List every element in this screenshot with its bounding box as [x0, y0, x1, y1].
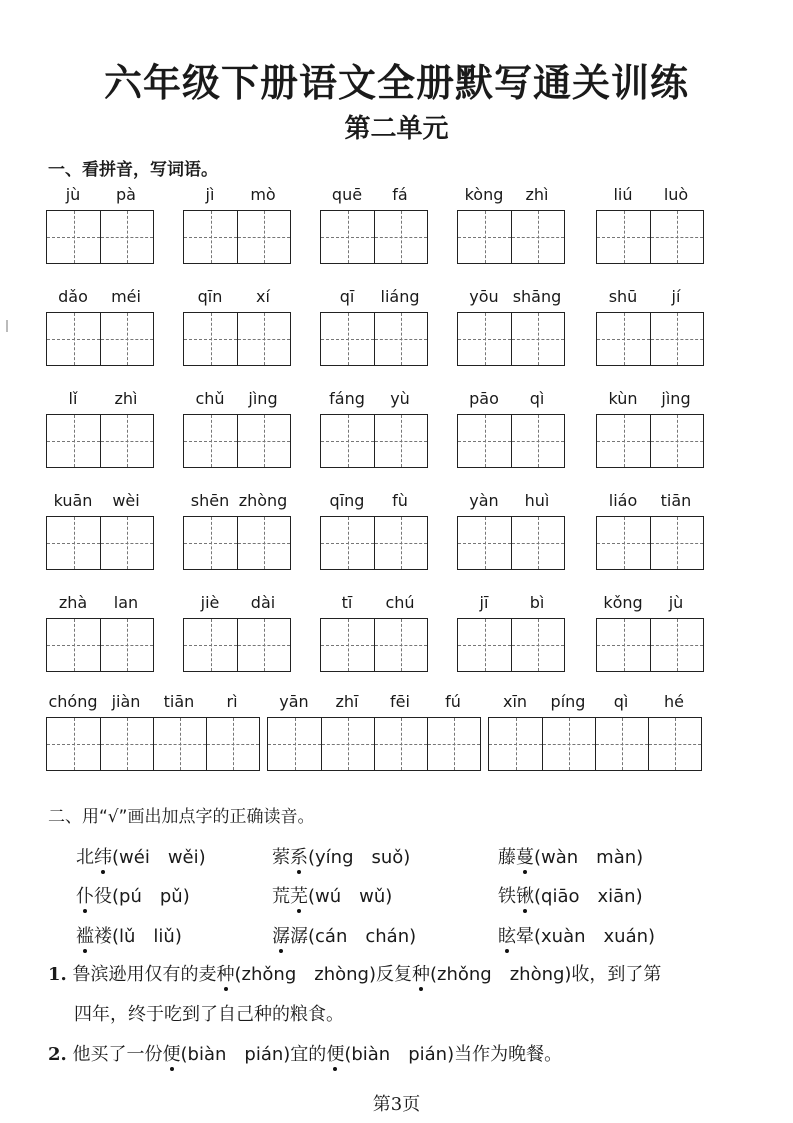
pinyin-label: pà — [116, 185, 136, 204]
pinyin-label: jìng — [661, 389, 691, 408]
writing-box[interactable] — [457, 312, 565, 366]
tianzige-cell[interactable] — [458, 619, 511, 671]
tianzige-cell[interactable] — [511, 517, 564, 569]
writing-box[interactable] — [267, 717, 481, 771]
reading-options[interactable]: (wéi wěi) — [112, 847, 206, 868]
pinyin-label: jiàn — [111, 692, 141, 711]
writing-box[interactable] — [183, 210, 291, 264]
pinyin-label: méi — [111, 287, 141, 306]
tianzige-cell[interactable] — [206, 718, 259, 770]
dotted-char: 褴 — [76, 926, 94, 947]
pinyin-label: zhī — [335, 692, 359, 711]
tianzige-cell[interactable] — [511, 211, 564, 263]
writing-box[interactable] — [183, 414, 291, 468]
tianzige-cell[interactable] — [374, 517, 427, 569]
tianzige-cell[interactable] — [458, 517, 511, 569]
tianzige-cell[interactable] — [268, 718, 321, 770]
tianzige-cell[interactable] — [47, 718, 100, 770]
word-prefix: 藤 — [498, 847, 516, 868]
reading-options[interactable]: (yíng suǒ) — [308, 847, 411, 868]
choice-item[interactable] — [498, 922, 655, 948]
pinyin-label: rì — [226, 692, 238, 711]
pinyin-label: tiān — [660, 491, 692, 510]
dotted-char: 眩 — [498, 926, 516, 947]
sentence-text[interactable]: (biàn pián)当作为晚餐。 — [344, 1044, 563, 1065]
pinyin-label: hé — [664, 692, 684, 711]
tianzige-cell[interactable] — [650, 211, 703, 263]
pinyin-label: jù — [65, 185, 81, 204]
dotted-char: 种 — [411, 964, 430, 985]
pinyin-label: yān — [279, 692, 309, 711]
pinyin-label: yōu — [469, 287, 499, 306]
tianzige-cell[interactable] — [321, 313, 374, 365]
pinyin-label: yù — [390, 389, 410, 408]
reading-options[interactable]: (wú wǔ) — [308, 886, 393, 907]
dotted-char: 便 — [162, 1044, 181, 1065]
tianzige-cell[interactable] — [374, 718, 427, 770]
pinyin-label: jì — [205, 185, 215, 204]
choice-item[interactable] — [498, 843, 643, 869]
writing-box[interactable] — [46, 717, 260, 771]
dotted-char: 纬 — [94, 847, 112, 868]
pinyin-label: mò — [250, 185, 276, 204]
writing-box[interactable] — [596, 414, 704, 468]
tianzige-cell[interactable] — [184, 415, 237, 467]
pinyin-label: dài — [250, 593, 276, 612]
pinyin-label: kuān — [53, 491, 93, 510]
tianzige-cell[interactable] — [321, 619, 374, 671]
pinyin-label: lǐ — [68, 389, 78, 408]
sentence-text[interactable]: (biàn pián)宜的 — [180, 1044, 327, 1065]
unit-subtitle: 第二单元 — [344, 114, 449, 144]
tianzige-cell[interactable] — [237, 619, 290, 671]
pinyin-label: fáng — [329, 389, 365, 408]
tianzige-cell[interactable] — [47, 211, 100, 263]
tianzige-cell[interactable] — [184, 211, 237, 263]
pinyin-label: chóng — [48, 692, 98, 711]
sentence-text: 他买了一份 — [72, 1044, 163, 1065]
page-number: 第3页 — [372, 1094, 421, 1115]
tianzige-cell[interactable] — [648, 718, 701, 770]
tianzige-cell[interactable] — [597, 517, 650, 569]
tianzige-cell[interactable] — [100, 415, 153, 467]
pinyin-label: wèi — [112, 491, 140, 510]
tianzige-cell[interactable] — [47, 415, 100, 467]
pinyin-label: pāo — [469, 389, 499, 408]
pinyin-label: kùn — [608, 389, 638, 408]
tianzige-cell[interactable] — [597, 415, 650, 467]
writing-box[interactable] — [183, 516, 291, 570]
pinyin-label: zhì — [525, 185, 549, 204]
writing-box[interactable] — [596, 516, 704, 570]
writing-box[interactable] — [457, 414, 565, 468]
writing-box[interactable] — [320, 312, 428, 366]
writing-box[interactable] — [46, 414, 154, 468]
tianzige-cell[interactable] — [100, 211, 153, 263]
tianzige-cell[interactable] — [427, 718, 480, 770]
reading-options[interactable]: (qiāo xiān) — [534, 886, 643, 907]
sentence-text[interactable]: (zhǒng zhòng)收，到了第 — [429, 964, 662, 985]
pinyin-label: tī — [341, 593, 353, 612]
pinyin-label: dǎo — [58, 287, 88, 306]
tianzige-cell[interactable] — [374, 415, 427, 467]
pinyin-label: xí — [256, 287, 270, 306]
pinyin-label: tiān — [163, 692, 195, 711]
dotted-char: 系 — [290, 847, 308, 868]
tianzige-cell[interactable] — [458, 313, 511, 365]
tianzige-cell[interactable] — [511, 313, 564, 365]
choice-item[interactable] — [76, 882, 190, 908]
pinyin-label: bì — [529, 593, 545, 612]
tianzige-cell[interactable] — [595, 718, 648, 770]
pinyin-label: fá — [392, 185, 408, 204]
word-prefix: 北 — [76, 847, 94, 868]
tianzige-cell[interactable] — [100, 619, 153, 671]
section1-heading: 一、看拼音，写词语。 — [48, 160, 218, 180]
pinyin-label: shāng — [512, 287, 562, 306]
pinyin-label: lan — [113, 593, 139, 612]
tianzige-cell[interactable] — [184, 517, 237, 569]
tianzige-cell[interactable] — [511, 619, 564, 671]
pinyin-label: chú — [385, 593, 415, 612]
tianzige-cell[interactable] — [650, 313, 703, 365]
tianzige-cell[interactable] — [374, 619, 427, 671]
writing-box[interactable] — [457, 618, 565, 672]
pinyin-label: huì — [524, 491, 550, 510]
writing-box[interactable] — [320, 516, 428, 570]
pinyin-label: fú — [445, 692, 461, 711]
tianzige-cell[interactable] — [47, 517, 100, 569]
pinyin-label: shēn — [190, 491, 230, 510]
tianzige-cell[interactable] — [100, 517, 153, 569]
reading-options[interactable]: 褛(lǔ liǔ) — [94, 926, 182, 947]
writing-box[interactable] — [596, 312, 704, 366]
dotted-char: 仆 — [76, 886, 94, 907]
pinyin-label: liáo — [608, 491, 638, 510]
pinyin-label: jiè — [200, 593, 220, 612]
writing-box[interactable] — [320, 618, 428, 672]
pinyin-label: qīng — [329, 491, 365, 510]
writing-box[interactable] — [320, 210, 428, 264]
pinyin-label: quē — [331, 185, 363, 204]
tianzige-cell[interactable] — [511, 415, 564, 467]
tianzige-cell[interactable] — [374, 313, 427, 365]
writing-box[interactable] — [183, 312, 291, 366]
writing-box[interactable] — [183, 618, 291, 672]
dotted-char: 锹 — [516, 886, 534, 907]
tianzige-cell[interactable] — [237, 415, 290, 467]
tianzige-cell[interactable] — [650, 415, 703, 467]
tianzige-cell[interactable] — [237, 211, 290, 263]
section2-heading: 二、用“√”画出加点字的正确读音。 — [48, 807, 315, 827]
tianzige-cell[interactable] — [321, 211, 374, 263]
writing-box[interactable] — [488, 717, 702, 771]
word-prefix: 荒 — [272, 886, 290, 907]
reading-options[interactable]: 潺(cán chán) — [290, 926, 417, 947]
pinyin-label: kǒng — [603, 593, 643, 612]
tianzige-cell[interactable] — [100, 313, 153, 365]
sentence-text[interactable]: (zhǒng zhòng)反复 — [234, 964, 412, 985]
writing-box[interactable] — [457, 516, 565, 570]
reading-options[interactable]: 晕(xuàn xuán) — [516, 926, 656, 947]
tianzige-cell[interactable] — [597, 313, 650, 365]
sentence-text: 鲁滨逊用仅有的麦 — [72, 964, 217, 985]
choice-item[interactable] — [272, 882, 392, 908]
pinyin-label: kòng — [464, 185, 504, 204]
pinyin-label: jí — [671, 287, 681, 306]
writing-box[interactable] — [596, 618, 704, 672]
tianzige-cell[interactable] — [597, 211, 650, 263]
writing-box[interactable] — [320, 414, 428, 468]
tianzige-cell[interactable] — [542, 718, 595, 770]
tianzige-cell[interactable] — [321, 415, 374, 467]
writing-box[interactable] — [46, 312, 154, 366]
tianzige-cell[interactable] — [374, 211, 427, 263]
pinyin-label: xīn — [502, 692, 528, 711]
writing-box[interactable] — [596, 210, 704, 264]
tianzige-cell[interactable] — [458, 211, 511, 263]
pinyin-label: píng — [550, 692, 586, 711]
pinyin-label: shū — [608, 287, 638, 306]
sentence-1-line-2: 四年，终于吃到了自己种的粮食。 — [74, 1004, 344, 1025]
tianzige-cell[interactable] — [184, 619, 237, 671]
sentence-number: 1. — [48, 964, 67, 985]
tianzige-cell[interactable] — [184, 313, 237, 365]
pinyin-label: fù — [392, 491, 408, 510]
choice-item[interactable] — [76, 922, 182, 948]
pinyin-label: zhòng — [238, 491, 288, 510]
writing-box[interactable] — [457, 210, 565, 264]
tianzige-cell[interactable] — [153, 718, 206, 770]
tianzige-cell[interactable] — [321, 517, 374, 569]
pinyin-label: zhì — [114, 389, 138, 408]
pinyin-label: jìng — [248, 389, 278, 408]
dotted-char: 潺 — [272, 926, 290, 947]
choice-item[interactable] — [272, 922, 416, 948]
sentence-number: 2. — [48, 1044, 67, 1065]
dotted-char: 蔓 — [516, 847, 534, 868]
pinyin-label: qì — [613, 692, 629, 711]
tianzige-cell[interactable] — [100, 718, 153, 770]
dotted-char: 便 — [326, 1044, 345, 1065]
tianzige-cell[interactable] — [458, 415, 511, 467]
pinyin-label: liáng — [380, 287, 420, 306]
tianzige-cell[interactable] — [597, 619, 650, 671]
pinyin-label: chǔ — [195, 389, 225, 408]
reading-options[interactable]: (wàn màn) — [534, 847, 644, 868]
word-prefix: 铁 — [498, 886, 516, 907]
pinyin-label: fēi — [390, 692, 410, 711]
tianzige-cell[interactable] — [321, 718, 374, 770]
choice-item[interactable] — [272, 843, 410, 869]
pinyin-label: luò — [663, 185, 689, 204]
tianzige-cell[interactable] — [47, 619, 100, 671]
sentence-2 — [48, 1040, 562, 1066]
choice-item[interactable] — [76, 843, 206, 869]
tianzige-cell[interactable] — [237, 313, 290, 365]
tianzige-cell[interactable] — [47, 313, 100, 365]
tianzige-cell[interactable] — [650, 619, 703, 671]
pinyin-label: qīn — [197, 287, 223, 306]
pinyin-label: yàn — [469, 491, 499, 510]
word-prefix: 萦 — [272, 847, 290, 868]
dotted-char: 种 — [216, 964, 235, 985]
writing-box[interactable] — [46, 516, 154, 570]
reading-options[interactable]: 役(pú pǔ) — [94, 886, 190, 907]
pinyin-label: qì — [529, 389, 545, 408]
tianzige-cell[interactable] — [489, 718, 542, 770]
choice-item[interactable] — [498, 882, 643, 908]
sentence-1-line-1 — [48, 960, 661, 986]
tianzige-cell[interactable] — [237, 517, 290, 569]
writing-box[interactable] — [46, 210, 154, 264]
writing-box[interactable] — [46, 618, 154, 672]
page-title: 六年级下册语文全册默写通关训练 — [103, 60, 689, 105]
pinyin-label: qī — [339, 287, 355, 306]
pinyin-label: zhà — [58, 593, 88, 612]
tianzige-cell[interactable] — [650, 517, 703, 569]
pinyin-label: liú — [613, 185, 633, 204]
pinyin-label: jī — [479, 593, 489, 612]
pinyin-label: jù — [668, 593, 684, 612]
dotted-char: 芜 — [290, 886, 308, 907]
